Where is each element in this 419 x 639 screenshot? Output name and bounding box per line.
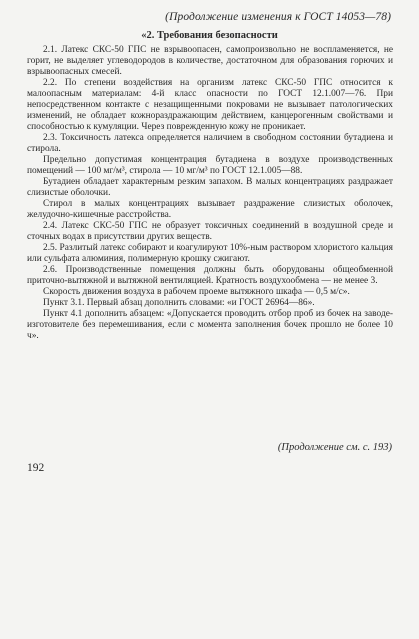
continuation-header: (Продолжение изменения к ГОСТ 14053—78) bbox=[165, 11, 391, 23]
paragraph-item-3-1: Пункт 3.1. Первый абзац дополнить словами: «и ГОСТ 26964—86». bbox=[43, 298, 315, 308]
page-number: 192 bbox=[27, 462, 45, 474]
paragraph-2-5: 2.5. Разлитый латекс собирают и коагулируют 10%-ным раствором хлористого кальция или сульфата алюминия, полимерную крошку сжигают. bbox=[27, 243, 393, 264]
paragraph-2-2: 2.2. По степени воздействия на организм латекс СКС-50 ГПС относится к малоопасным материалам: 4-й класс опасности по ГОСТ 12.1.007—76. При непосредственном контакте с незащищенными покровами не вызывает патологических изменений, не обладает кожнораздражающим действием, канцерогенным свойствами и способностью к кумуляции. Через поврежденную кожу не проникает. bbox=[27, 78, 393, 132]
paragraph-item-4-1: Пункт 4.1 дополнить абзацем: «Допускается проводить отбор проб из бочек на заводе-изготовителе без перемешивания, если с момента заполнения бочек прошло не более 10 ч». bbox=[27, 309, 393, 341]
paragraph-styrene: Стирол в малых концентрациях вызывает раздражение слизистых оболочек, желудочно-кишечные расстройства. bbox=[27, 199, 393, 220]
paragraph-2-4: 2.4. Латекс СКС-50 ГПС не образует токсичных соединений в воздушной среде и сточных водах в присутствии других веществ. bbox=[27, 221, 393, 242]
paragraph-butadiene-smell: Бутадиен обладает характерным резким запахом. В малых концентрациях раздражает слизистые оболочки. bbox=[27, 177, 393, 198]
section-title: «2. Требования безопасности bbox=[141, 30, 278, 41]
paragraph-butadiene-limit: Предельно допустимая концентрация бутадиена в воздухе производственных помещений — 100 мг/м³, стирола — 10 мг/м³ по ГОСТ 12.1.005—88. bbox=[27, 155, 393, 176]
paragraph-2-3: 2.3. Токсичность латекса определяется наличием в свободном состоянии бутадиена и стирола. bbox=[27, 133, 393, 154]
paragraph-2-6: 2.6. Производственные помещения должны быть оборудованы общеобменной приточно-вытяжной и вытяжной вентиляцией. Кратность воздухообмена — не менее 3. bbox=[27, 265, 393, 286]
body-text bbox=[27, 45, 393, 342]
continuation-footer: (Продолжение см. с. 193) bbox=[277, 442, 392, 453]
paragraph-2-1: 2.1. Латекс СКС-50 ГПС не взрывоопасен, самопроизвольно не воспламеняется, не горит, не выделяет углеводородов в количестве, достаточном для образования горючих и взрывоопасных смесей. bbox=[27, 45, 393, 77]
paragraph-air-speed: Скорость движения воздуха в рабочем проеме вытяжного шкафа — 0,5 м/с». bbox=[43, 287, 350, 297]
